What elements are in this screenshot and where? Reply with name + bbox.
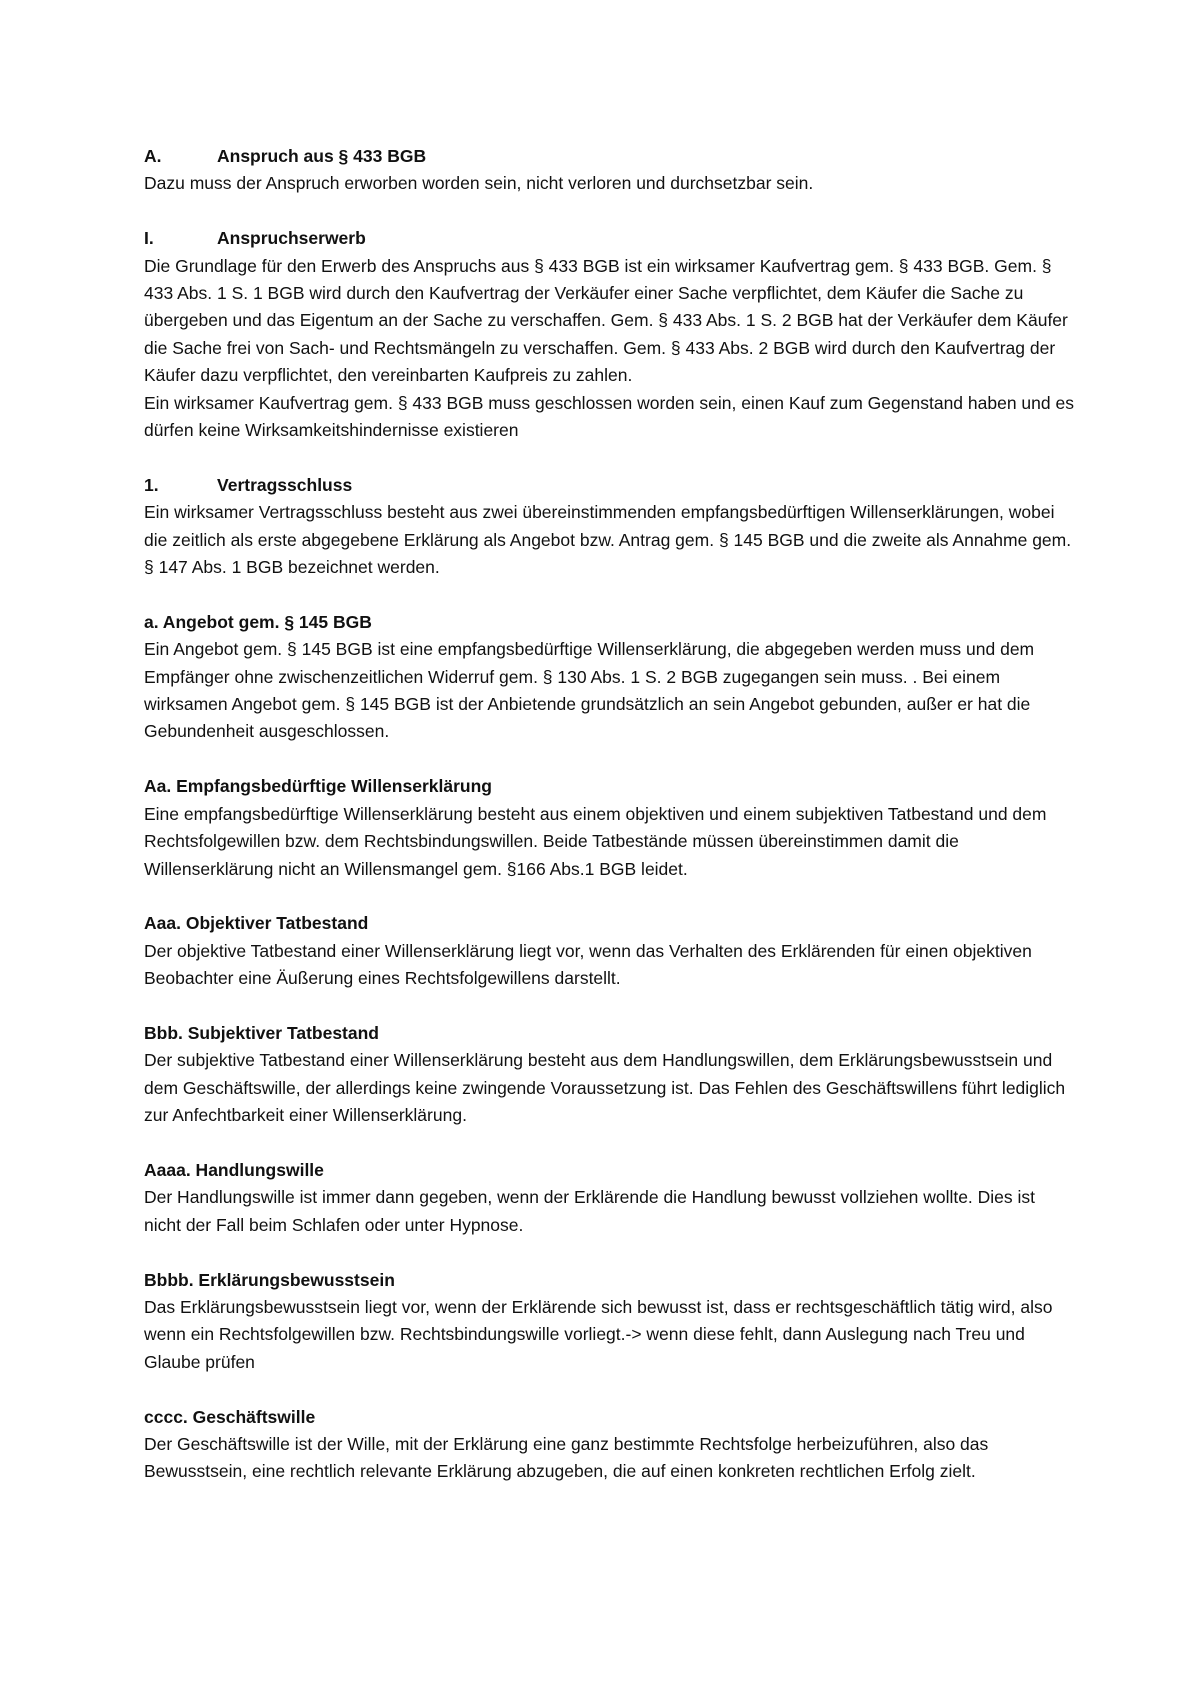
section-title: Bbbb. Erklärungsbewusstsein — [144, 1269, 395, 1290]
section-heading — [144, 143, 1074, 170]
section-1 — [144, 472, 1074, 582]
paragraph: Eine empfangsbedürftige Willenserklärung besteht aus einem objektiven und einem subjektiven Tatbestand und dem Rechtsfolgewillen bzw. dem Rechtsbindungswillen. Beide Tatbestände müssen übereinstimmen damit die Willenserklärung nicht an Willensmangel gem. §166 Abs.1 BGB leidet. — [144, 803, 1047, 879]
section-title: Vertragsschluss — [217, 474, 353, 495]
section-angebot — [144, 609, 1074, 746]
section-number: 1. — [144, 474, 159, 495]
section-i — [144, 225, 1074, 444]
section-title: a. Angebot gem. § 145 BGB — [144, 611, 372, 632]
section-subjektiver-tatbestand — [144, 1020, 1074, 1130]
section-title: Anspruchserwerb — [217, 228, 366, 249]
section-number: I. — [144, 228, 154, 249]
section-geschaeftswille — [144, 1404, 1074, 1486]
section-handlungswille — [144, 1157, 1074, 1239]
paragraph: Der Geschäftswille ist der Wille, mit der Erklärung eine ganz bestimmte Rechtsfolge herbeizuführen, also das Bewusstsein, eine rechtlich relevante Erklärung abzugeben, die auf einen konkreten rechtlichen Erfolg zielt. — [144, 1433, 989, 1482]
paragraph: Ein wirksamer Vertragsschluss besteht aus zwei übereinstimmenden empfangsbedürftigen Willenserklärungen, wobei die zeitlich als erste abgegebene Erklärung als Angebot bzw. Antrag gem. § 145 BGB und die zweite als Annahme gem. § 147 Abs. 1 BGB bezeichnet werden. — [144, 502, 1072, 578]
paragraph: Ein wirksamer Kaufvertrag gem. § 433 BGB muss geschlossen worden sein, einen Kauf zum Gegenstand haben und es dürfen keine Wirksamkeitshindernisse existieren — [144, 392, 1074, 441]
section-a — [144, 143, 1074, 198]
section-heading — [144, 472, 1074, 499]
section-objektiver-tatbestand — [144, 910, 1074, 992]
section-erklaerungsbewusstsein — [144, 1267, 1074, 1377]
paragraph: Ein Angebot gem. § 145 BGB ist eine empfangsbedürftige Willenserklärung, die abgegeben werden muss und dem Empfänger ohne zwischenzeitlichen Widerruf gem. § 130 Abs. 1 S. 2 BGB zugegangen sein muss. . Bei einem wirksamen Angebot gem. § 145 BGB ist der Anbietende grundsätzlich an sein Angebot gebunden, außer er hat die Gebundenheit ausgeschlossen. — [144, 639, 1035, 742]
section-title: Aaa. Objektiver Tatbestand — [144, 913, 369, 934]
paragraph: Das Erklärungsbewusstsein liegt vor, wenn der Erklärende sich bewusst ist, dass er rechtsgeschäftlich tätig wird, also wenn ein Rechtsfolgewillen bzw. Rechtsbindungswille vorliegt.-> wenn diese fehlt, dann Auslegung nach Treu und Glaube prüfen — [144, 1296, 1053, 1372]
paragraph: Die Grundlage für den Erwerb des Anspruchs aus § 433 BGB ist ein wirksamer Kaufvertrag gem. § 433 BGB. Gem. § 433 Abs. 1 S. 1 BGB wird durch den Kaufvertrag der Verkäufer einer Sache verpflichtet, dem Käufer die Sache zu übergeben und das Eigentum an der Sache zu verschaffen. Gem. § 433 Abs. 1 S. 2 BGB hat der Verkäufer dem Käufer die Sache frei von Sach- und Rechtsmängeln zu verschaffen. Gem. § 433 Abs. 2 BGB wird durch den Kaufvertrag der Käufer dazu verpflichtet, den vereinbarten Kaufpreis zu zahlen. — [144, 255, 1068, 386]
paragraph: Der objektive Tatbestand einer Willenserklärung liegt vor, wenn das Verhalten des Erklärenden für einen objektiven Beobachter eine Äußerung eines Rechtsfolgewillens darstellt. — [144, 940, 1032, 989]
section-title: Aa. Empfangsbedürftige Willenserklärung — [144, 776, 492, 797]
section-title: Aaaa. Handlungswille — [144, 1159, 324, 1180]
section-empfangsbeduerftige-we — [144, 773, 1074, 883]
section-title: Bbb. Subjektiver Tatbestand — [144, 1022, 379, 1043]
paragraph: Der subjektive Tatbestand einer Willenserklärung besteht aus dem Handlungswillen, dem Erklärungsbewusstsein und dem Geschäftswille, der allerdings keine zwingende Voraussetzung ist. Das Fehlen des Geschäftswillens führt lediglich zur Anfechtbarkeit einer Willenserklärung. — [144, 1050, 1066, 1126]
document-page — [144, 143, 1074, 1513]
paragraph: Der Handlungswille ist immer dann gegeben, wenn der Erklärende die Handlung bewusst vollziehen wollte. Dies ist nicht der Fall beim Schlafen oder unter Hypnose. — [144, 1187, 1036, 1235]
paragraph: Dazu muss der Anspruch erworben worden sein, nicht verloren und durchsetzbar sein. — [144, 173, 814, 194]
section-title: cccc. Geschäftswille — [144, 1406, 316, 1427]
section-number: A. — [144, 146, 162, 166]
section-heading — [144, 225, 1074, 252]
section-title: Anspruch aus § 433 BGB — [217, 146, 427, 166]
